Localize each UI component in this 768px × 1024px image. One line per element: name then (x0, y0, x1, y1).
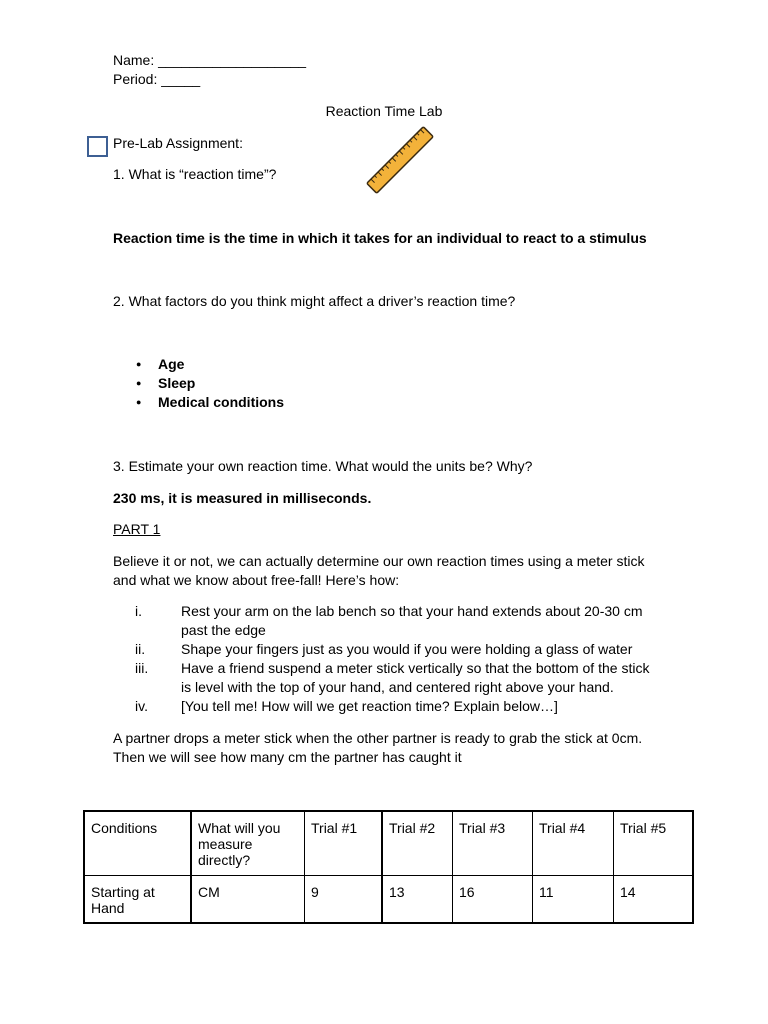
checkbox-icon[interactable] (87, 136, 108, 157)
step-number: ii. (135, 641, 146, 657)
table-header-cell[interactable]: Trial #4 (533, 811, 614, 876)
list-item (113, 659, 673, 697)
list-item (113, 602, 673, 640)
ruler-icon (366, 126, 434, 194)
table-row (84, 876, 693, 924)
reaction-data-table (83, 810, 694, 924)
list-item (113, 697, 673, 716)
part1-intro-line1: Believe it or not, we can actually determine our own reaction times using a meter stick (113, 553, 645, 569)
question-2: 2. What factors do you think might affect a driver’s reaction time? (113, 293, 516, 309)
step-text-line: Rest your arm on the lab bench so that your hand extends about 20-30 cm (181, 603, 643, 619)
table-cell[interactable]: Starting at Hand (84, 876, 191, 924)
table-header-cell[interactable]: Trial #3 (453, 811, 533, 876)
list-item (113, 640, 673, 659)
table-cell[interactable]: 11 (533, 876, 614, 924)
step-text-line: Shape your fingers just as you would if you were holding a glass of water (181, 641, 633, 657)
period-line: Period: _____ (113, 71, 201, 87)
part1-heading: PART 1 (113, 521, 161, 537)
step-text-line: [You tell me! How will we get reaction time? Explain below…] (181, 698, 558, 714)
table-cell[interactable]: 14 (614, 876, 694, 924)
step-number: i. (135, 603, 142, 619)
list-item: ● Sleep (113, 374, 284, 393)
explanation-line1: A partner drops a meter stick when the other partner is ready to grab the stick at 0cm. (113, 730, 643, 746)
answer-3: 230 ms, it is measured in milliseconds. (113, 490, 372, 506)
step-number: iv. (135, 698, 148, 714)
factors-list (113, 355, 284, 412)
page-title: Reaction Time Lab (325, 103, 443, 119)
list-item: ● Medical conditions (113, 393, 284, 412)
table-cell[interactable]: 9 (305, 876, 383, 924)
prelab-heading: Pre-Lab Assignment: (113, 135, 243, 151)
question-1: 1. What is “reaction time”? (113, 166, 277, 182)
step-number: iii. (135, 660, 149, 676)
table-cell[interactable]: CM (191, 876, 305, 924)
step-text-line: past the edge (181, 622, 266, 638)
procedure-steps (113, 602, 673, 716)
list-item: ● Age (113, 355, 284, 374)
table-header-cell[interactable]: What will you measure directly? (191, 811, 305, 876)
step-text-line: is level with the top of your hand, and centered right above your hand. (181, 679, 614, 695)
table-header-cell[interactable]: Conditions (84, 811, 191, 876)
table-cell[interactable]: 16 (453, 876, 533, 924)
question-3: 3. Estimate your own reaction time. What would the units be? Why? (113, 458, 533, 474)
name-line: Name: ___________________ (113, 52, 307, 68)
table-cell[interactable]: 13 (382, 876, 453, 924)
part1-intro-line2: and what we know about free-fall! Here’s how: (113, 572, 400, 588)
table-header-cell[interactable]: Trial #5 (614, 811, 694, 876)
table-header-cell[interactable]: Trial #2 (382, 811, 453, 876)
table-header-cell[interactable]: Trial #1 (305, 811, 383, 876)
explanation-line2: Then we will see how many cm the partner has caught it (113, 749, 462, 765)
answer-1: Reaction time is the time in which it takes for an individual to react to a stimulus (113, 230, 647, 246)
step-text-line: Have a friend suspend a meter stick vertically so that the bottom of the stick (181, 660, 650, 676)
table-header-row (84, 811, 693, 876)
